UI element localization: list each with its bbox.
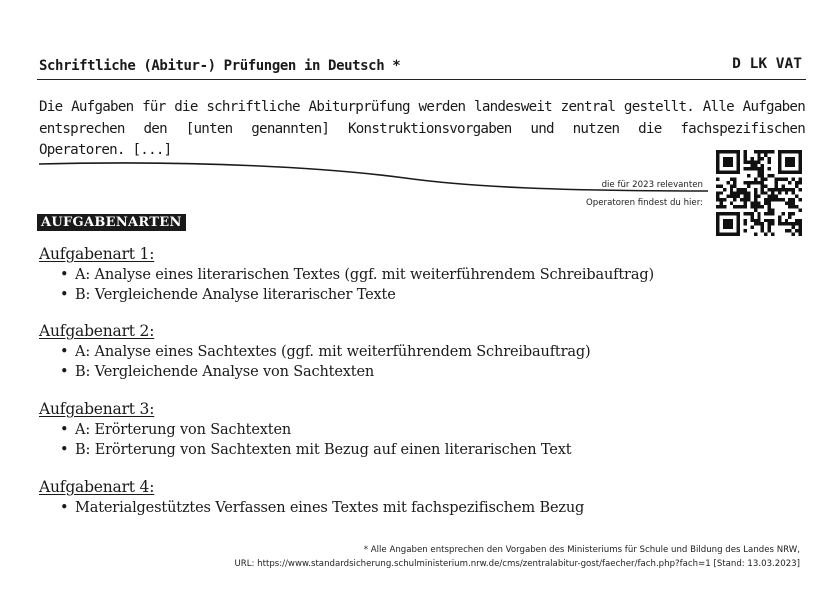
page-title: Schriftliche (Abitur-) Prüfungen in Deutsch *: [39, 58, 401, 74]
task-group-title: Aufgabenart 3:: [39, 400, 155, 418]
list-item: • B: Vergleichende Analyse von Sachtexten: [39, 362, 591, 382]
task-group-3: [39, 400, 571, 460]
list-item: • A: Analyse eines Sachtextes (ggf. mit weiterführendem Schreibauftrag): [39, 342, 591, 362]
task-group-1: [39, 245, 654, 305]
task-group-2: [39, 322, 591, 382]
list-item: • B: Erörterung von Sachtexten mit Bezug auf einen literarischen Text: [39, 440, 571, 460]
qr-hint-line-2: Operatoren findest du hier:: [586, 198, 703, 208]
task-group-title: Aufgabenart 2:: [39, 322, 155, 340]
list-item: • A: Analyse eines literarischen Textes (ggf. mit weiterführendem Schreibauftrag): [39, 265, 654, 285]
section-heading: AUFGABENARTEN: [37, 214, 186, 231]
list-item: • A: Erörterung von Sachtexten: [39, 420, 571, 440]
list-item: • Materialgestütztes Verfassen eines Textes mit fachspezifischem Bezug: [39, 498, 584, 518]
task-group-4: [39, 478, 584, 518]
course-code: D LK VAT: [732, 56, 802, 72]
qr-code-icon[interactable]: [716, 150, 802, 236]
list-item: • B: Vergleichende Analyse literarischer Texte: [39, 285, 654, 305]
footnote: * Alle Angaben entsprechen den Vorgaben des Ministeriums für Schule und Bildung des Landes NRW,: [363, 545, 800, 555]
footnote-url: URL: https://www.standardsicherung.schulministerium.nrw.de/cms/zentralabitur-gost/faecher/fach.php?fach=1 [Stand: 13.03.2023]: [234, 559, 800, 569]
intro-paragraph: Die Aufgaben für die schriftliche Abiturprüfung werden landesweit zentral gestellt. Alle Aufgaben entsprechen den [unten genannten] Konstruktionsvorgaben und nutzen die fachspezifischen Operatoren. [...]: [39, 99, 805, 158]
task-group-title: Aufgabenart 1:: [39, 245, 155, 263]
qr-hint-line-1: die für 2023 relevanten: [601, 180, 703, 190]
task-group-title: Aufgabenart 4:: [39, 478, 155, 496]
